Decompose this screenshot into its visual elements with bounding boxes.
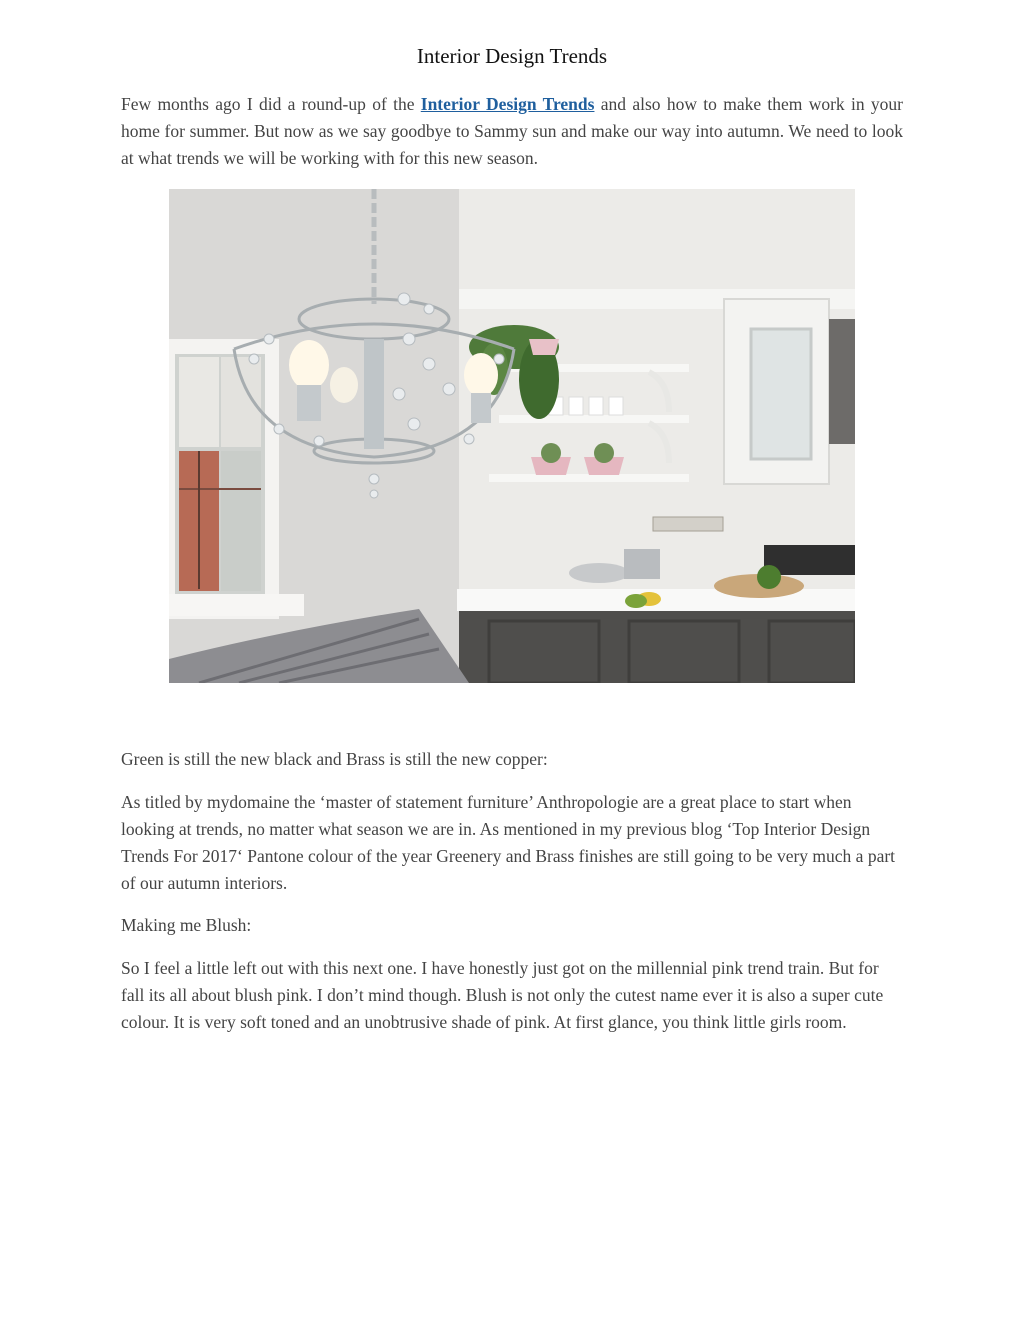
intro-text-start: Few months ago I did a round-up of the xyxy=(121,94,421,114)
interior-design-trends-link[interactable]: Interior Design Trends xyxy=(420,94,595,114)
intro-text-end: and also how to make them work in your home for summer. But now as we say goodbye to Sammy sun and make our way into autumn. We need to look at what trends we will be working with for this new season. xyxy=(121,94,903,168)
kitchen-chandelier-photo xyxy=(169,189,855,683)
section-heading-green-brass: Green is still the new black and Brass is still the new copper: xyxy=(121,749,548,769)
intro-paragraph xyxy=(121,91,903,172)
paragraph-blush: So I feel a little left out with this next one. I have honestly just got on the millennial pink trend train. But for fall its all about blush pink. I don’t mind though. Blush is not only the cutest name ever it is also a super cute colour. It is very soft toned and an unobtrusive shade of pink. At first glance, you think little girls room. xyxy=(121,958,884,1032)
page-title: Interior Design Trends xyxy=(416,44,608,68)
paragraph-green-brass: As titled by mydomaine the ‘master of statement furniture’ Anthropologie are a great place to start when looking at trends, no matter what season we are in. As mentioned in my previous blog ‘Top Interior Design Trends For 2017‘ Pantone colour of the year Greenery and Brass finishes are still going to be very much a part of our autumn interiors. xyxy=(121,792,896,893)
section-heading-blush: Making me Blush: xyxy=(121,915,252,935)
